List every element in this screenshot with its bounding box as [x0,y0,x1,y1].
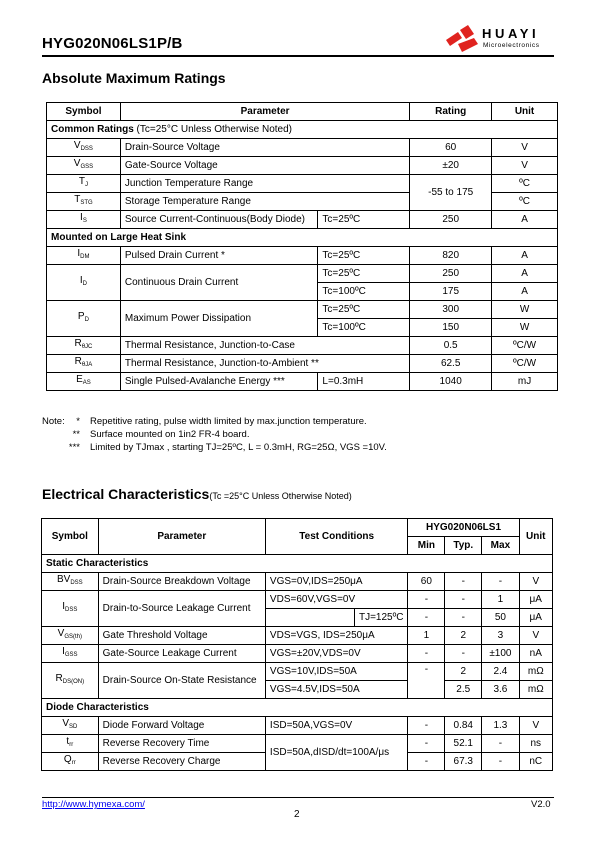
amr-h-unit: Unit [492,103,558,121]
max-cell: 50 [482,609,519,627]
note-text: Surface mounted on 1in2 FR-4 board. [90,429,250,440]
max-cell: 2.4 [482,663,519,681]
unit-cell: nC [519,753,552,771]
symbol-cell: $I_S$ [47,211,121,229]
unit-cell: A [492,283,558,301]
typ-cell: 2 [445,663,482,681]
parameter-cell: Drain-Source Breakdown Voltage [98,573,265,591]
symbol-cell: $Q_{rr}$ [42,753,99,771]
huayi-logo-icon [444,22,480,56]
parameter-cell: Gate Threshold Voltage [98,627,265,645]
typ-cell: 0.84 [445,717,482,735]
symbol-cell: $I_{GSS}$ [42,645,99,663]
parameter-cell: Source Current-Continuous(Body Diode) [120,211,318,229]
header-rule [42,55,554,57]
parameter-cell: Junction Temperature Range [120,175,409,193]
parameter-cell: Reverse Recovery Time [98,735,265,753]
symbol-cell: $V_{GSS}$ [47,157,121,175]
symbol-cell: $R_{\theta JC}$ [47,337,121,355]
parameter-cell: Thermal Resistance, Junction-to-Ambient ** [120,355,409,373]
table-row [47,157,558,175]
unit-cell: W [492,319,558,337]
unit-cell: mΩ [519,681,552,699]
note-text: Repetitive rating, pulse width limited by max.junction temperature. [90,416,367,427]
unit-cell: nA [519,645,552,663]
amr-h-rating: Rating [410,103,492,121]
ec-h-part: HYG020N06LS1 [408,519,519,537]
unit-cell: A [492,265,558,283]
parameter-cell: Drain-to-Source Leakage Current [98,591,265,627]
electrical-characteristics-table [41,518,553,771]
parameter-cell: Reverse Recovery Charge [98,753,265,771]
note-mark: *** [68,442,80,453]
table-row [47,211,558,229]
parameter-cell: Continuous Drain Current [120,265,318,301]
condition-cell: VDS=60V,VGS=0V [265,591,408,609]
symbol-cell: $R_{\theta JA}$ [47,355,121,373]
max-cell: 1 [482,591,519,609]
unit-cell: V [492,157,558,175]
max-cell: - [482,735,519,753]
ec-h-conditions: Test Conditions [265,519,408,555]
symbol-cell: $T_J$ [47,175,121,193]
typ-cell: - [445,573,482,591]
amr-group-heat-sink [47,229,558,247]
amr-group-common [47,121,558,139]
table-row [47,265,558,283]
table-row [42,735,553,753]
website-link[interactable]: http://www.hymexa.com/ [42,799,145,810]
part-number: HYG020N06LS1P/B [42,35,183,52]
parameter-cell: Pulsed Drain Current * [120,247,318,265]
unit-cell: mΩ [519,663,552,681]
amr-h-parameter: Parameter [120,103,409,121]
parameter-cell: Maximum Power Dissipation [120,301,318,337]
table-row [42,627,553,645]
typ-cell: 2.5 [445,681,482,699]
condition-cell: Tc=25ºC [318,301,410,319]
unit-cell: V [519,573,552,591]
typ-cell: 2 [445,627,482,645]
min-cell: - [408,663,445,699]
rating-cell: ±20 [410,157,492,175]
table-row [47,175,558,193]
min-cell: - [408,717,445,735]
rating-cell: 175 [410,283,492,301]
table-row [47,139,558,157]
min-cell: - [408,735,445,753]
condition-cell: VGS=10V,IDS=50A [265,663,408,681]
max-cell: - [482,573,519,591]
note-mark: * [76,416,80,427]
typ-cell: - [445,591,482,609]
min-cell: - [408,591,445,609]
heat-sink-label: Mounted on Large Heat Sink [47,229,558,247]
unit-cell: V [519,717,552,735]
rating-cell: 0.5 [410,337,492,355]
huayi-logo [444,22,556,56]
amr-h-symbol: Symbol [47,103,121,121]
note-mark: ** [72,429,80,440]
condition-cell: ISD=50A,dISD/dt=100A/μs [265,735,408,771]
unit-cell: μA [519,609,552,627]
rating-cell: 1040 [410,373,492,391]
brand-subtitle: Microelectronics [483,42,540,49]
min-cell: 1 [408,627,445,645]
condition-cell: Tc=25ºC [318,211,410,229]
condition-cell: VGS=0V,IDS=250μA [265,573,408,591]
table-row [42,717,553,735]
max-cell: - [482,753,519,771]
rating-cell: 250 [410,265,492,283]
condition-cell: TJ=125ºC [354,609,408,627]
rating-cell: -55 to 175 [410,175,492,211]
ec-title-note: (Tc =25°C Unless Otherwise Noted) [209,491,352,501]
parameter-cell: Diode Forward Voltage [98,717,265,735]
symbol-cell: $P_D$ [47,301,121,337]
unit-cell: A [492,247,558,265]
parameter-cell: Storage Temperature Range [120,193,409,211]
typ-cell: - [445,609,482,627]
unit-cell: ns [519,735,552,753]
symbol-cell: $T_{STG}$ [47,193,121,211]
min-cell: - [408,609,445,627]
table-row [47,301,558,319]
unit-cell: V [519,627,552,645]
unit-cell: μA [519,591,552,609]
static-label: Static Characteristics [42,555,553,573]
condition-cell: L=0.3mH [318,373,410,391]
symbol-cell: $I_{DM}$ [47,247,121,265]
symbol-cell: $V_{DSS}$ [47,139,121,157]
max-cell: 1.3 [482,717,519,735]
ec-group-diode [42,699,553,717]
amr-title: Absolute Maximum Ratings [42,70,226,86]
ec-header-row [42,519,553,537]
note-label: Note: [42,416,65,427]
unit-cell: mJ [492,373,558,391]
ec-h-parameter: Parameter [98,519,265,555]
diode-label: Diode Characteristics [42,699,553,717]
parameter-cell: Drain-Source On-State Resistance [98,663,265,699]
ec-h-unit: Unit [519,519,552,555]
condition-cell: VGS=±20V,VDS=0V [265,645,408,663]
max-cell: ±100 [482,645,519,663]
condition-cell: Tc=25ºC [318,265,410,283]
symbol-cell: $BV_{DSS}$ [42,573,99,591]
unit-cell: ºC [492,175,558,193]
condition-cell: Tc=100ºC [318,319,410,337]
parameter-cell: Gate-Source Voltage [120,157,409,175]
max-cell: 3 [482,627,519,645]
footer-rule [42,797,554,798]
common-ratings-label: Common Ratings (Tc=25°C Unless Otherwise Noted) [47,121,558,139]
symbol-cell: $I_{DSS}$ [42,591,99,627]
rating-cell: 300 [410,301,492,319]
parameter-cell: Thermal Resistance, Junction-to-Case [120,337,409,355]
rating-cell: 820 [410,247,492,265]
max-cell: 3.6 [482,681,519,699]
symbol-cell: $E_{AS}$ [47,373,121,391]
table-row [47,355,558,373]
rating-cell: 62.5 [410,355,492,373]
min-cell: - [408,645,445,663]
typ-cell: 52.1 [445,735,482,753]
ec-group-static [42,555,553,573]
condition-cell: VDS=VGS, IDS=250μA [265,627,408,645]
ec-h-min: Min [408,537,445,555]
ec-h-typ: Typ. [445,537,482,555]
ec-h-max: Max [482,537,519,555]
symbol-cell: $I_D$ [47,265,121,301]
absolute-max-ratings-table [46,102,558,391]
rating-cell: 250 [410,211,492,229]
rating-cell: 150 [410,319,492,337]
condition-cell: Tc=25ºC [318,247,410,265]
note-text: Limited by TJmax , starting TJ=25ºC, L = 0.3mH, RG=25Ω, VGS =10V. [90,442,387,453]
condition-cell: VGS=4.5V,IDS=50A [265,681,408,699]
brand-name: HUAYI [482,26,540,41]
version-label: V2.0 [531,799,551,810]
symbol-cell: $t_{rr}$ [42,735,99,753]
condition-spacer [265,609,354,627]
unit-cell: ºC/W [492,337,558,355]
min-cell: - [408,753,445,771]
typ-cell: 67.3 [445,753,482,771]
table-row [42,573,553,591]
symbol-cell: $R_{DS(ON)}$ [42,663,99,699]
min-cell: 60 [408,573,445,591]
table-row [47,247,558,265]
table-row [42,645,553,663]
table-row [42,591,553,609]
table-row [47,373,558,391]
parameter-cell: Drain-Source Voltage [120,139,409,157]
unit-cell: ºC/W [492,355,558,373]
condition-cell: Tc=100ºC [318,283,410,301]
table-row [47,337,558,355]
symbol-cell: $V_{GS(th)}$ [42,627,99,645]
parameter-cell: Gate-Source Leakage Current [98,645,265,663]
rating-cell: 60 [410,139,492,157]
table-row [42,663,553,681]
symbol-cell: $V_{SD}$ [42,717,99,735]
condition-cell: ISD=50A,VGS=0V [265,717,408,735]
typ-cell: - [445,645,482,663]
unit-cell: V [492,139,558,157]
parameter-cell: Single Pulsed-Avalanche Energy *** [120,373,318,391]
ec-title: Electrical Characteristics(Tc =25°C Unless Otherwise Noted) [42,486,352,502]
page-number: 2 [294,809,300,820]
ec-h-symbol: Symbol [42,519,99,555]
unit-cell: A [492,211,558,229]
unit-cell: ºC [492,193,558,211]
unit-cell: W [492,301,558,319]
amr-header-row [47,103,558,121]
